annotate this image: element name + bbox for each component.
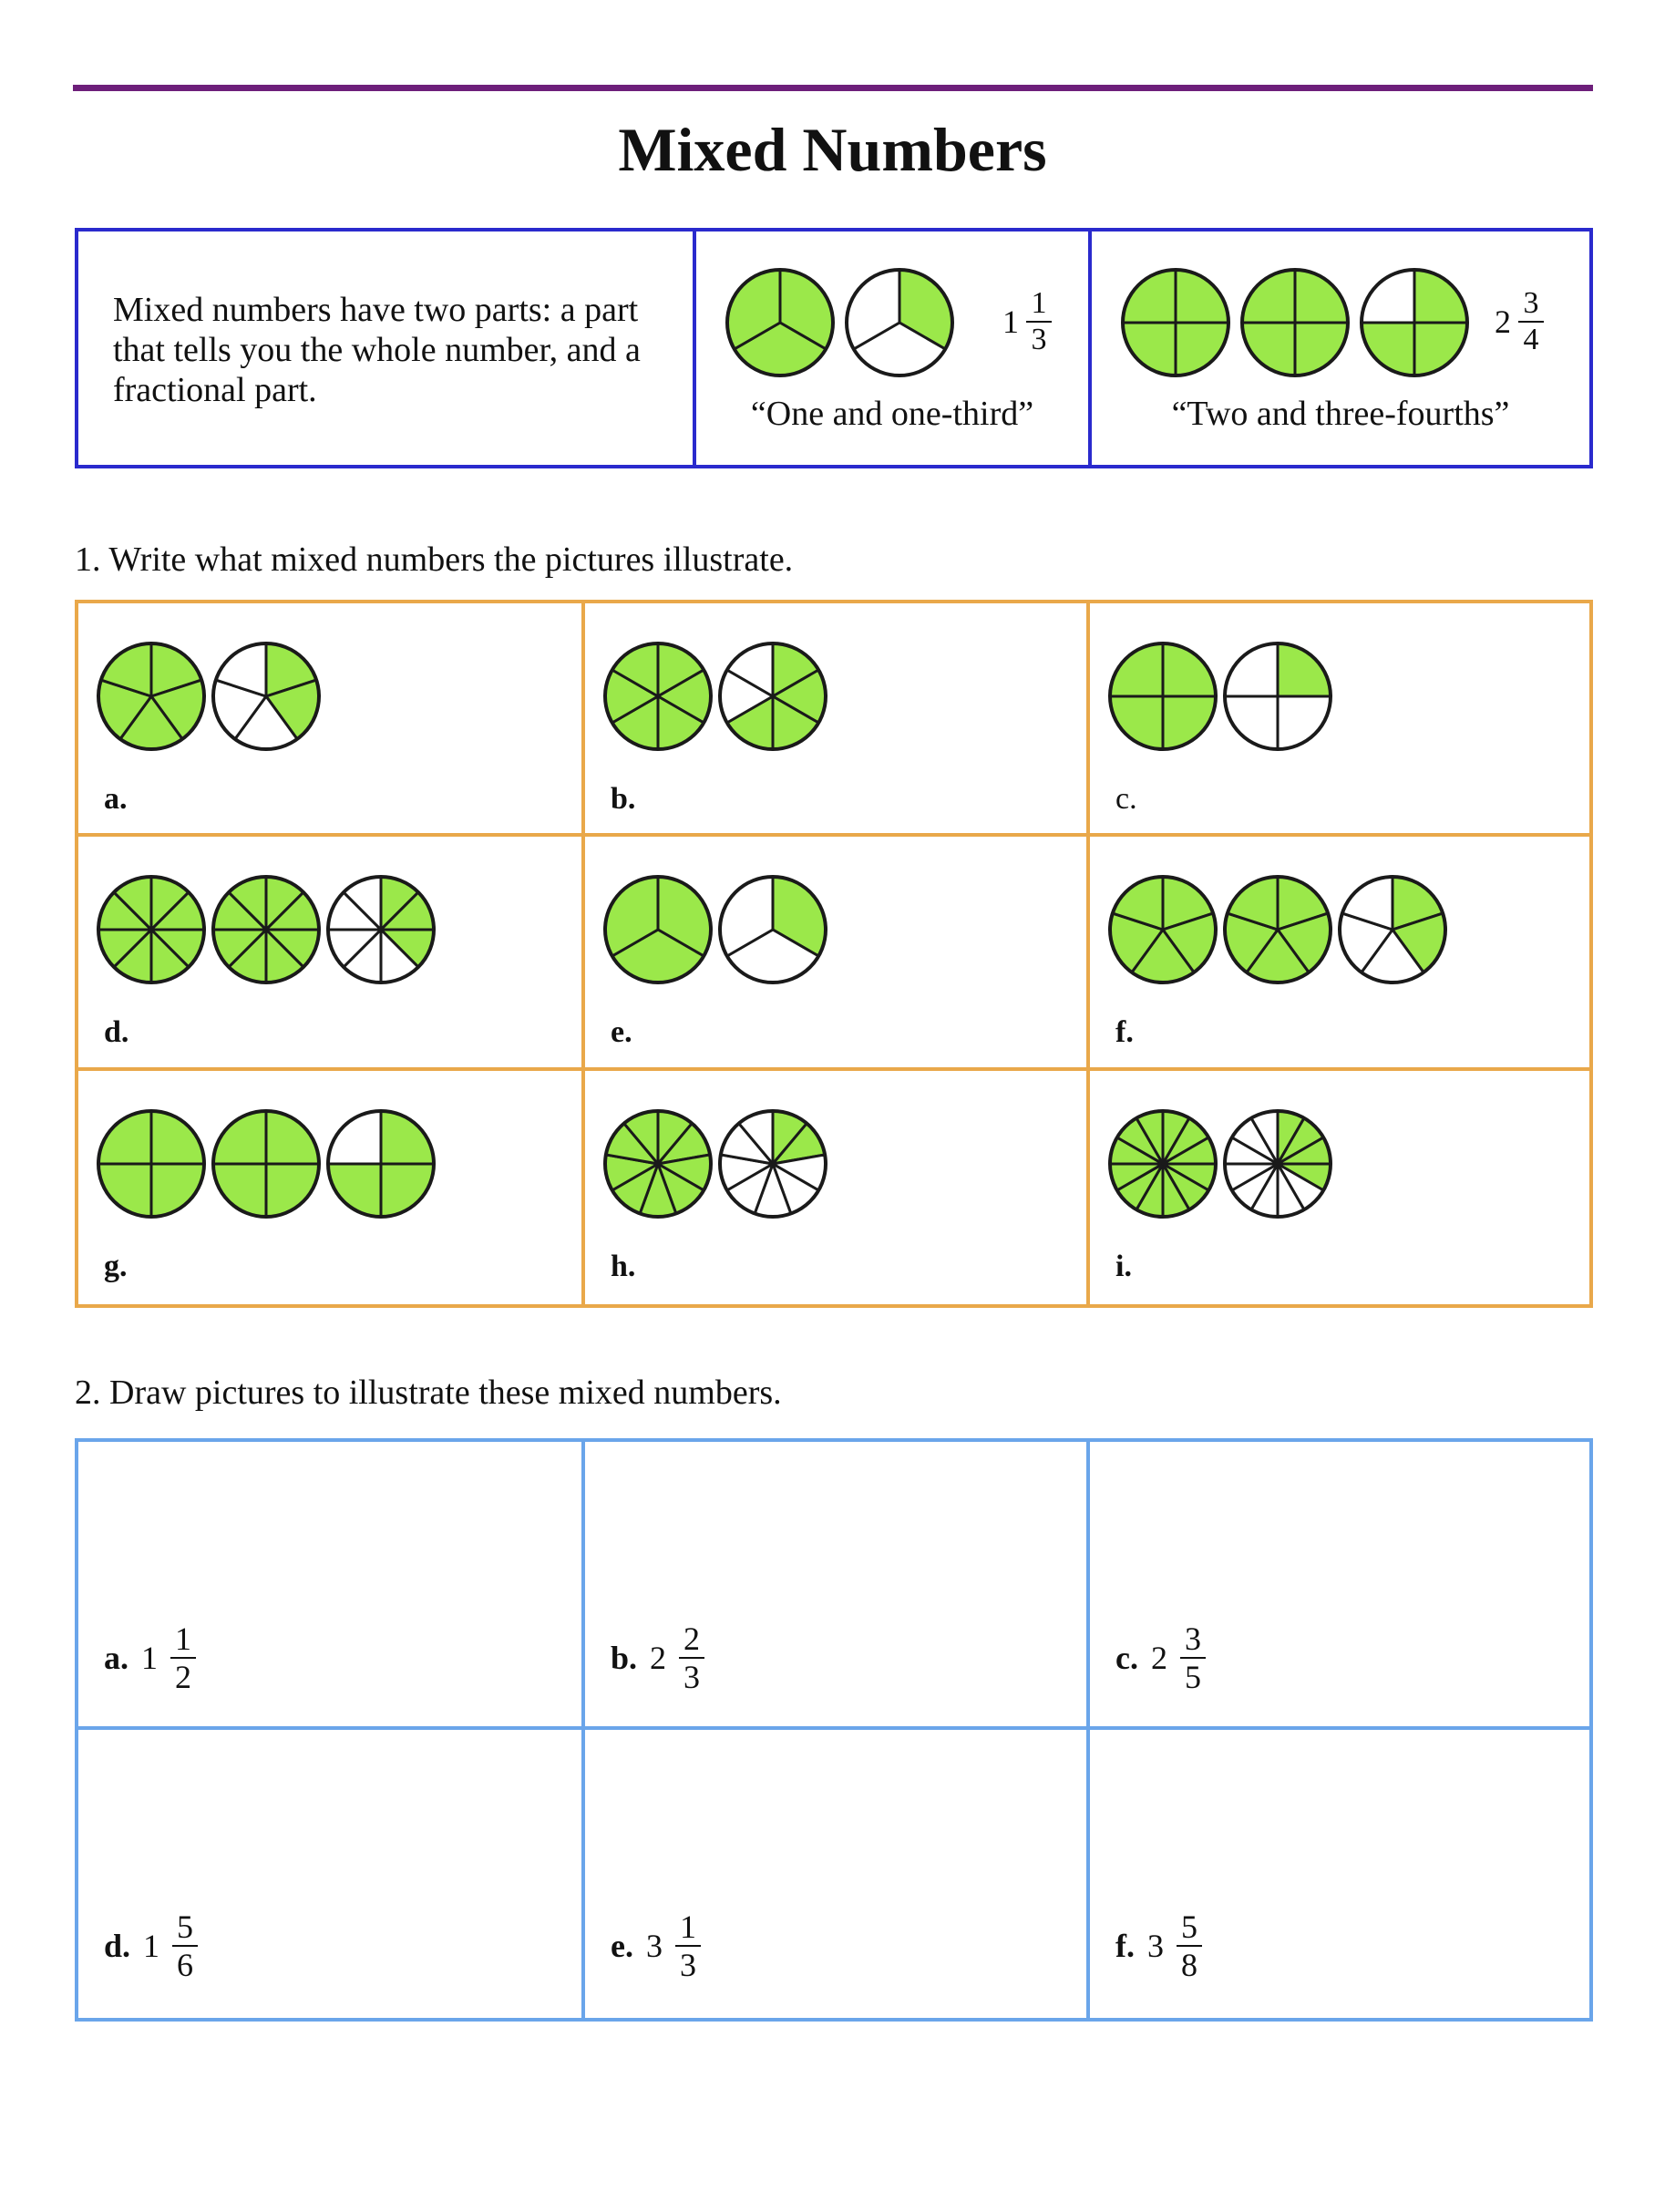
mixed-whole: 2 bbox=[1150, 1640, 1167, 1676]
fraction-pie bbox=[1110, 1111, 1216, 1217]
fraction-pie bbox=[605, 1111, 711, 1217]
problem-label: g. bbox=[104, 1249, 128, 1283]
fraction-pie bbox=[1362, 270, 1467, 376]
example-whole: 2 bbox=[1495, 304, 1511, 340]
fraction-pie bbox=[605, 643, 711, 749]
fraction-pie bbox=[720, 877, 826, 983]
drawing-cell[interactable] bbox=[78, 1442, 585, 1730]
fraction-pie bbox=[1123, 270, 1228, 376]
fraction-pie bbox=[727, 270, 833, 376]
problem-cell bbox=[1090, 1071, 1589, 1304]
problem-cell bbox=[78, 1071, 585, 1304]
mixed-denominator: 3 bbox=[679, 1947, 696, 1983]
problem-label: e. bbox=[611, 1015, 632, 1050]
mixed-fraction bbox=[1177, 1908, 1202, 1983]
mixed-numerator: 1 bbox=[679, 1908, 696, 1945]
mixed-denominator: 3 bbox=[683, 1659, 701, 1695]
drawing-cell[interactable] bbox=[1090, 1730, 1589, 2018]
fraction-pie bbox=[847, 270, 952, 376]
mixed-fraction bbox=[675, 1908, 701, 1983]
mixed-whole: 1 bbox=[141, 1640, 158, 1676]
pie-group bbox=[1090, 603, 1589, 786]
problem-cell bbox=[585, 1071, 1090, 1304]
problem-cell bbox=[1090, 603, 1589, 837]
fraction-pie bbox=[98, 877, 204, 983]
problem-label: b. bbox=[611, 1640, 638, 1676]
example-denominator: 3 bbox=[1031, 323, 1047, 356]
mixed-number bbox=[611, 1620, 704, 1695]
fraction-pie bbox=[213, 877, 319, 983]
drawing-cell[interactable] bbox=[585, 1730, 1090, 2018]
example-one-third bbox=[696, 231, 1092, 465]
pie-group bbox=[78, 837, 585, 1019]
fraction-pie bbox=[1110, 643, 1216, 749]
problem-label: a. bbox=[104, 782, 128, 816]
fraction-pie bbox=[720, 1111, 826, 1217]
problem-cell bbox=[78, 837, 585, 1070]
example-denominator: 4 bbox=[1523, 323, 1539, 356]
example-fraction bbox=[1495, 286, 1544, 357]
intro-text-cell bbox=[78, 231, 696, 465]
fraction-pie bbox=[605, 877, 711, 983]
fraction-pie bbox=[213, 643, 319, 749]
example-numerator: 3 bbox=[1523, 286, 1539, 320]
mixed-number bbox=[104, 1620, 196, 1695]
problem-label: f. bbox=[1115, 1015, 1134, 1050]
problem-label: f. bbox=[1115, 1928, 1135, 1964]
mixed-whole: 3 bbox=[1147, 1928, 1164, 1964]
fraction-pie bbox=[1225, 877, 1331, 983]
fraction-pie bbox=[1225, 643, 1331, 749]
fraction-pie bbox=[213, 1111, 319, 1217]
problem-label: c. bbox=[1115, 1640, 1138, 1676]
fraction-pie bbox=[328, 1111, 434, 1217]
mixed-number bbox=[1115, 1620, 1206, 1695]
drawing-cell[interactable] bbox=[78, 1730, 585, 2018]
fraction-pie bbox=[1225, 1111, 1331, 1217]
mixed-numerator: 3 bbox=[1184, 1620, 1201, 1657]
section1-grid bbox=[75, 600, 1593, 1308]
fraction-pie bbox=[1110, 877, 1216, 983]
mixed-whole: 2 bbox=[650, 1640, 667, 1676]
mixed-whole: 3 bbox=[645, 1928, 663, 1964]
example-caption: “One and one-third” bbox=[750, 395, 1034, 433]
pie-group bbox=[78, 1071, 585, 1253]
problem-label: i. bbox=[1115, 1249, 1132, 1283]
problem-cell bbox=[78, 603, 585, 837]
fraction-pie bbox=[328, 877, 434, 983]
mixed-numerator: 1 bbox=[175, 1620, 191, 1657]
mixed-denominator: 8 bbox=[1181, 1947, 1197, 1983]
drawing-cell[interactable] bbox=[585, 1442, 1090, 1730]
fraction-pie bbox=[1242, 270, 1348, 376]
problem-label: a. bbox=[104, 1640, 128, 1676]
mixed-denominator: 2 bbox=[175, 1659, 191, 1695]
problem-label: h. bbox=[611, 1249, 636, 1283]
mixed-denominator: 6 bbox=[177, 1947, 194, 1983]
mixed-denominator: 5 bbox=[1184, 1659, 1201, 1695]
example-three-fourths bbox=[1092, 231, 1589, 465]
fraction-pie bbox=[1340, 877, 1445, 983]
intro-box bbox=[75, 228, 1593, 468]
pie-group bbox=[78, 603, 585, 786]
example-whole: 1 bbox=[1002, 304, 1019, 340]
mixed-fraction bbox=[170, 1620, 196, 1695]
problem-label: c. bbox=[1115, 782, 1137, 816]
title-rule bbox=[73, 85, 1593, 91]
fraction-pie bbox=[98, 1111, 204, 1217]
mixed-whole: 1 bbox=[143, 1928, 160, 1964]
mixed-fraction bbox=[1180, 1620, 1206, 1695]
intro-text: Mixed numbers have two parts: a part that tells you the whole number, and a fractional part. bbox=[113, 291, 641, 409]
pie-group bbox=[585, 837, 1090, 1019]
example-caption: “Two and three-fourths” bbox=[1171, 395, 1510, 433]
section2-grid bbox=[75, 1438, 1593, 2022]
problem-cell bbox=[585, 837, 1090, 1070]
fraction-pie bbox=[720, 643, 826, 749]
mixed-numerator: 2 bbox=[683, 1620, 701, 1657]
section2-instruction: 2. Draw pictures to illustrate these mixed numbers. bbox=[75, 1373, 782, 1412]
mixed-numerator: 5 bbox=[1181, 1908, 1197, 1945]
mixed-numerator: 5 bbox=[177, 1908, 194, 1945]
pie-group bbox=[585, 603, 1090, 786]
example-frac bbox=[1518, 286, 1544, 357]
fraction-pie bbox=[98, 643, 204, 749]
example-numerator: 1 bbox=[1031, 286, 1047, 320]
problem-label: e. bbox=[611, 1928, 633, 1964]
pie-group bbox=[585, 1071, 1090, 1253]
problem-label: b. bbox=[611, 782, 636, 816]
example-fraction bbox=[1002, 286, 1052, 357]
section1-instruction: 1. Write what mixed numbers the pictures illustrate. bbox=[75, 540, 794, 579]
page-title: Mixed Numbers bbox=[618, 115, 1047, 184]
problem-label: d. bbox=[104, 1928, 131, 1964]
problem-label: d. bbox=[104, 1015, 129, 1050]
mixed-number bbox=[611, 1908, 701, 1983]
mixed-fraction bbox=[172, 1908, 198, 1983]
mixed-fraction bbox=[679, 1620, 704, 1695]
mixed-number bbox=[1115, 1908, 1202, 1983]
mixed-number bbox=[104, 1908, 198, 1983]
pie-group bbox=[1090, 837, 1589, 1019]
pie-group bbox=[1090, 1071, 1589, 1253]
problem-cell bbox=[1090, 837, 1589, 1070]
problem-cell bbox=[585, 603, 1090, 837]
example-frac bbox=[1026, 286, 1052, 357]
drawing-cell[interactable] bbox=[1090, 1442, 1589, 1730]
